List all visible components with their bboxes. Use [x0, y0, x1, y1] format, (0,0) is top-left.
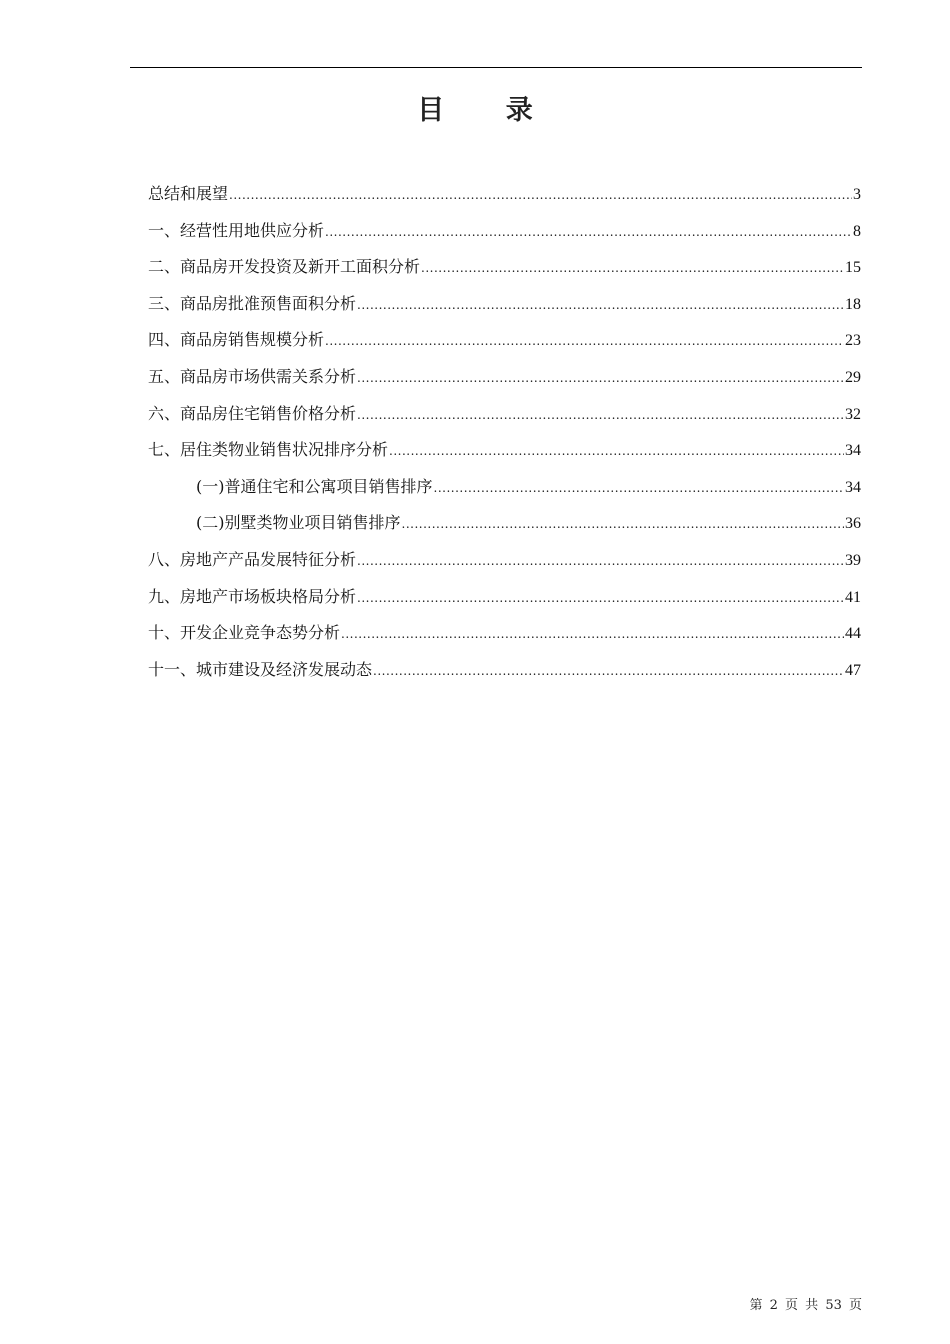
toc-entry-label: 十一、城市建设及经济发展动态 [148, 659, 373, 679]
toc-entry-label: (二)别墅类物业项目销售排序 [196, 513, 401, 533]
toc-dot-leader [434, 474, 845, 502]
toc-entry-page-number: 3 [853, 186, 861, 203]
toc-entry-label: 二、商品房开发投资及新开工面积分析 [148, 257, 421, 277]
toc-entry[interactable] [148, 400, 861, 437]
toc-entry[interactable] [148, 326, 861, 363]
table-of-contents [148, 180, 861, 692]
toc-entry-page-number: 34 [845, 442, 861, 460]
toc-entry-page-number: 23 [845, 332, 861, 350]
toc-entry[interactable] [148, 656, 861, 693]
toc-dot-leader [325, 327, 844, 355]
toc-entry-page-number: 41 [845, 588, 861, 606]
toc-entry-label: 八、房地产产品发展特征分析 [148, 549, 357, 569]
page-title: 目 录 [417, 95, 559, 126]
toc-entry[interactable] [148, 546, 861, 583]
toc-dot-leader [389, 437, 844, 465]
toc-entry-label: (一)普通住宅和公寓项目销售排序 [196, 476, 433, 496]
toc-entry-label: 九、房地产市场板块格局分析 [148, 586, 357, 606]
toc-entry-page-number: 8 [853, 222, 861, 240]
toc-entry[interactable] [148, 180, 861, 217]
toc-dot-leader [341, 620, 844, 648]
toc-dot-leader [229, 181, 852, 209]
toc-entry-label: 五、商品房市场供需关系分析 [148, 366, 357, 386]
toc-entry[interactable] [148, 253, 861, 290]
toc-dot-leader [421, 254, 844, 282]
toc-dot-leader [357, 364, 844, 392]
toc-entry[interactable] [148, 436, 861, 473]
toc-entry[interactable] [148, 509, 861, 546]
toc-entry-label: 一、经营性用地供应分析 [148, 220, 325, 240]
toc-dot-leader [402, 510, 845, 538]
toc-entry[interactable] [148, 217, 861, 254]
toc-entry[interactable] [148, 363, 861, 400]
toc-dot-leader [373, 657, 844, 685]
toc-entry-label: 四、商品房销售规模分析 [148, 330, 325, 350]
toc-entry[interactable] [148, 473, 861, 510]
toc-entry-page-number: 29 [845, 368, 861, 386]
toc-dot-leader [357, 584, 844, 612]
toc-entry-page-number: 39 [845, 551, 861, 569]
toc-entry-page-number: 15 [845, 259, 861, 277]
toc-dot-leader [357, 547, 844, 575]
toc-entry[interactable] [148, 619, 861, 656]
header-rule [130, 67, 862, 68]
toc-entry-label: 三、商品房批准预售面积分析 [148, 293, 357, 313]
toc-entry-label: 六、商品房住宅销售价格分析 [148, 403, 357, 423]
toc-entry-page-number: 32 [845, 405, 861, 423]
page-footer: 第 2 页 共 53 页 [749, 1298, 862, 1313]
toc-entry[interactable] [148, 583, 861, 620]
toc-entry-page-number: 44 [845, 625, 861, 643]
toc-entry-label: 七、居住类物业销售状况排序分析 [148, 440, 389, 460]
toc-entry-label: 十、开发企业竞争态势分析 [148, 623, 341, 643]
toc-dot-leader [357, 291, 844, 319]
toc-entry-page-number: 36 [845, 515, 861, 533]
toc-entry-page-number: 47 [845, 661, 861, 679]
toc-entry-label: 总结和展望 [148, 184, 229, 203]
toc-entry[interactable] [148, 290, 861, 327]
toc-entry-page-number: 34 [845, 478, 861, 496]
toc-entry-page-number: 18 [845, 295, 861, 313]
toc-dot-leader [325, 218, 852, 246]
toc-dot-leader [357, 401, 844, 429]
